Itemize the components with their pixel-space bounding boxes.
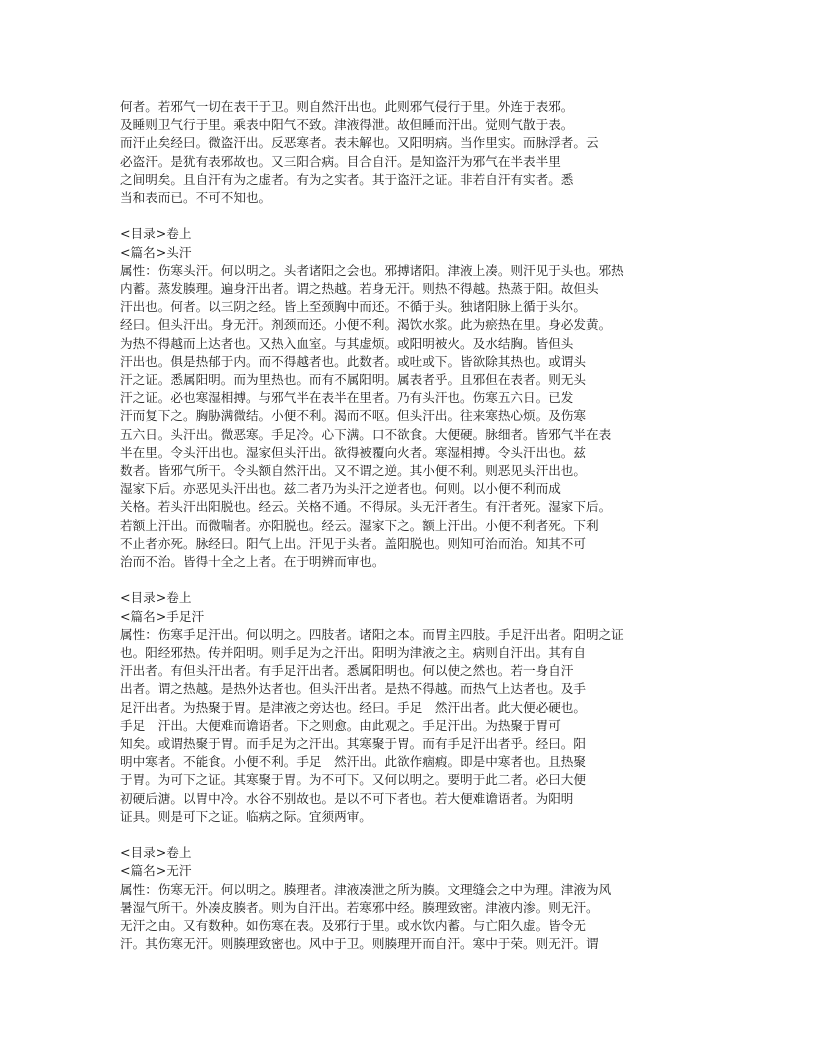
- text-line: 汗出也。何者。以三阴之经。皆上至颈胸中而还。不循于头。独诸阳脉上循于头尔。: [120, 299, 586, 315]
- text-line: 汗之证。悉属阳明。而为里热也。而有不属阳明。属表者乎。且邪但在表者。则无头: [120, 372, 586, 388]
- text-line: 内蓄。蒸发腠理。遍身汗出者。谓之热越。若身无汗。则热不得越。热蒸于阳。故但头: [120, 281, 599, 297]
- text-line: 属性：伤寒头汗。何以明之。头者诸阳之会也。邪搏诸阳。津液上凑。则汗见于头也。邪热: [120, 262, 624, 278]
- text-line: 若额上汗出。而微喘者。亦阳脱也。经云。湿家下之。额上汗出。小便不利者死。下利: [120, 517, 599, 533]
- text-line: 手足 汗出。大便难而谵语者。下之则愈。由此观之。手足汗出。为热聚于胃可: [120, 717, 561, 733]
- text-line: 属性：伤寒手足汗出。何以明之。四肢者。诸阳之本。而胃主四肢。手足汗出者。阳明之证: [120, 626, 624, 642]
- text-line: 无汗之由。又有数种。如伤寒在表。及邪行于里。或水饮内蓄。与亡阳久虚。皆令无: [120, 918, 586, 934]
- section-hand-foot-sweat: [120, 589, 720, 826]
- section-gap: [120, 571, 720, 589]
- catalog-label: <目录>卷上: [120, 226, 192, 242]
- text-line: 不止者亦死。脉经曰。阳气上出。汗见于头者。盖阳脱也。则知可治而治。知其不可: [120, 535, 586, 551]
- text-line: 汗。其伤寒无汗。则腠理致密也。风中于卫。则腠理开而自汗。寒中于荣。则无汗。谓: [120, 936, 599, 952]
- text-line: 五六日。头汗出。微恶寒。手足冷。心下满。口不欲食。大便硬。脉细者。皆邪气半在表: [120, 426, 612, 442]
- text-line: 数者。皆邪气所干。令头额自然汗出。又不谓之逆。其小便不利。则恶见头汗出也。: [120, 463, 586, 479]
- text-line: 出者。谓之热越。是热外达者也。但头汗出者。是热不得越。而热气上达者也。及手: [120, 681, 586, 697]
- text-line: 经曰。但头汗出。身无汗。剂颈而还。小便不利。渴饮水浆。此为瘀热在里。身必发黄。: [120, 317, 612, 333]
- section-no-sweat: [120, 844, 720, 953]
- text-line: 为热不得越而上达者也。又热入血室。与其虚烦。或阳明被火。及水结胸。皆但头: [120, 335, 574, 351]
- section-title: <篇名>头汗: [120, 244, 192, 260]
- text-line: 足汗出者。为热聚于胃。是津液之旁达也。经曰。手足 然汗出者。此大便必硬也。: [120, 699, 586, 715]
- section-title: <篇名>无汗: [120, 863, 192, 879]
- text-line: 初硬后溏。以胃中冷。水谷不别故也。是以不可下者也。若大便难谵语者。为阳明: [120, 790, 574, 806]
- document-page: [120, 98, 720, 954]
- text-line: 汗而复下之。胸胁满微结。小便不利。渴而不呕。但头汗出。往来寒热心烦。及伤寒: [120, 408, 586, 424]
- text-line: 汗出者。有但头汗出者。有手足汗出者。悉属阳明也。何以使之然也。若一身自汗: [120, 663, 574, 679]
- text-line: 何者。若邪气一切在表干于卫。则自然汗出也。此则邪气侵行于里。外连于表邪。: [120, 99, 574, 114]
- section-gap: [120, 826, 720, 844]
- text-line: 知矣。或谓热聚于胃。而手足为之汗出。其寒聚于胃。而有手足汗出者乎。经曰。阳: [120, 736, 586, 752]
- text-line: 治而不治。皆得十全之上者。在于明辨而审也。: [120, 554, 385, 570]
- text-line: 明中寒者。不能食。小便不利。手足 然汗出。此欲作痼瘕。即是中寒者也。且热聚: [120, 754, 586, 770]
- text-line: 半在里。令头汗出也。湿家但头汗出。欲得被覆向火者。寒湿相搏。令头汗出也。兹: [120, 444, 586, 460]
- text-line: 暑湿气所干。外凑皮腠者。则为自汗出。若寒邪中经。腠理致密。津液内渗。则无汗。: [120, 899, 599, 915]
- section-head-sweat: [120, 225, 720, 571]
- catalog-label: <目录>卷上: [120, 845, 192, 861]
- text-line: 也。阳经邪热。传并阳明。则手足为之汗出。阳明为津液之主。病则自汗出。其有自: [120, 645, 586, 661]
- text-line: 必盗汗。是犹有表邪故也。又三阳合病。目合自汗。是知盗汗为邪气在半表半里: [120, 153, 561, 169]
- text-line: 汗出也。俱是热郁于内。而不得越者也。此数者。或吐或下。皆欲除其热也。或谓头: [120, 353, 586, 369]
- text-line: 于胃。为可下之证。其寒聚于胃。为不可下。又何以明之。要明于此二者。必曰大便: [120, 772, 586, 788]
- text-line: 湿家下后。亦恶见头汗出也。兹二者乃为头汗之逆者也。何则。以小便不利而成: [120, 481, 561, 497]
- text-line: 属性：伤寒无汗。何以明之。腠理者。津液凑泄之所为腠。文理缝会之中为理。津液为风: [120, 881, 612, 897]
- text-line: 及睡则卫气行于里。乘表中阳气不致。津液得泄。故但睡而汗出。觉则气散于表。: [120, 117, 574, 133]
- text-line: 证具。则是可下之证。临病之际。宜须两审。: [120, 808, 372, 824]
- section-title: <篇名>手足汗: [120, 608, 205, 624]
- text-line: 汗之证。必也寒湿相搏。与邪气半在表半在里者。乃有头汗也。伤寒五六日。已发: [120, 390, 574, 406]
- text-line: 关格。若头汗出阳脱也。经云。关格不通。不得尿。头无汗者生。有汗者死。湿家下后。: [120, 499, 612, 515]
- catalog-label: <目录>卷上: [120, 590, 192, 606]
- text-line: 当和表而已。不可不知也。: [120, 190, 272, 206]
- text-line: 之间明矣。且自汗有为之虚者。有为之实者。其于盗汗之证。非若自汗有实者。悉: [120, 171, 574, 187]
- section-gap: [120, 207, 720, 225]
- text-line: 而汗止矣经曰。微盗汗出。反恶寒者。表未解也。又阳明病。当作里实。而脉浮者。云: [120, 135, 599, 151]
- intro-paragraph: [120, 98, 720, 207]
